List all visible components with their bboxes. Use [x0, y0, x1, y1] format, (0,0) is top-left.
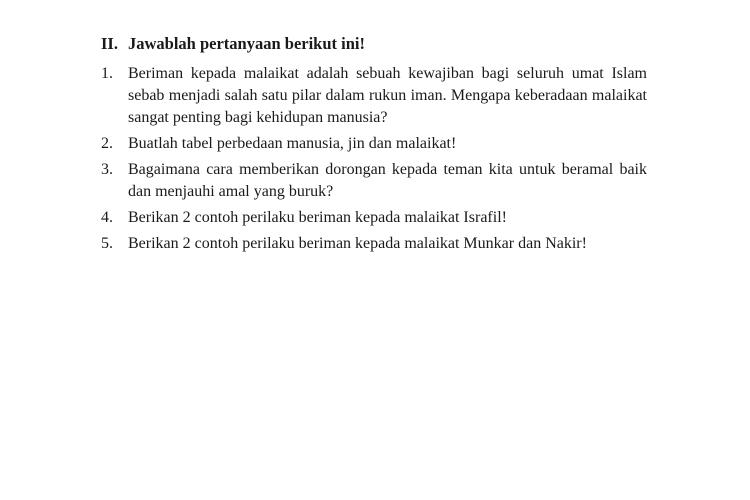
question-item: [101, 207, 647, 229]
question-number: 5.: [101, 235, 113, 252]
document-page: [101, 33, 647, 259]
question-text: Bagaimana cara memberikan dorongan kepada teman kita untuk beramal baik dan menjauhi amal yang buruk?: [128, 161, 647, 200]
question-item: [101, 159, 647, 203]
question-item: [101, 133, 647, 155]
section-title: Jawablah pertanyaan berikut ini!: [128, 34, 365, 53]
question-text: Berikan 2 contoh perilaku beriman kepada malaikat Munkar dan Nakir!: [128, 235, 587, 252]
question-number: 2.: [101, 135, 113, 152]
section-heading: [101, 33, 647, 55]
question-text: Berikan 2 contoh perilaku beriman kepada malaikat Israfil!: [128, 209, 507, 226]
question-item: [101, 233, 647, 255]
section-number: II.: [101, 34, 118, 53]
question-number: 1.: [101, 65, 113, 82]
question-list: [101, 63, 647, 255]
question-number: 3.: [101, 161, 113, 178]
question-text: Beriman kepada malaikat adalah sebuah kewajiban bagi seluruh umat Islam sebab menjadi salah satu pilar dalam rukun iman. Mengapa keberadaan malaikat sangat penting bagi kehidupan manusia?: [128, 65, 647, 126]
question-number: 4.: [101, 209, 113, 226]
question-item: [101, 63, 647, 129]
question-text: Buatlah tabel perbedaan manusia, jin dan malaikat!: [128, 135, 457, 152]
